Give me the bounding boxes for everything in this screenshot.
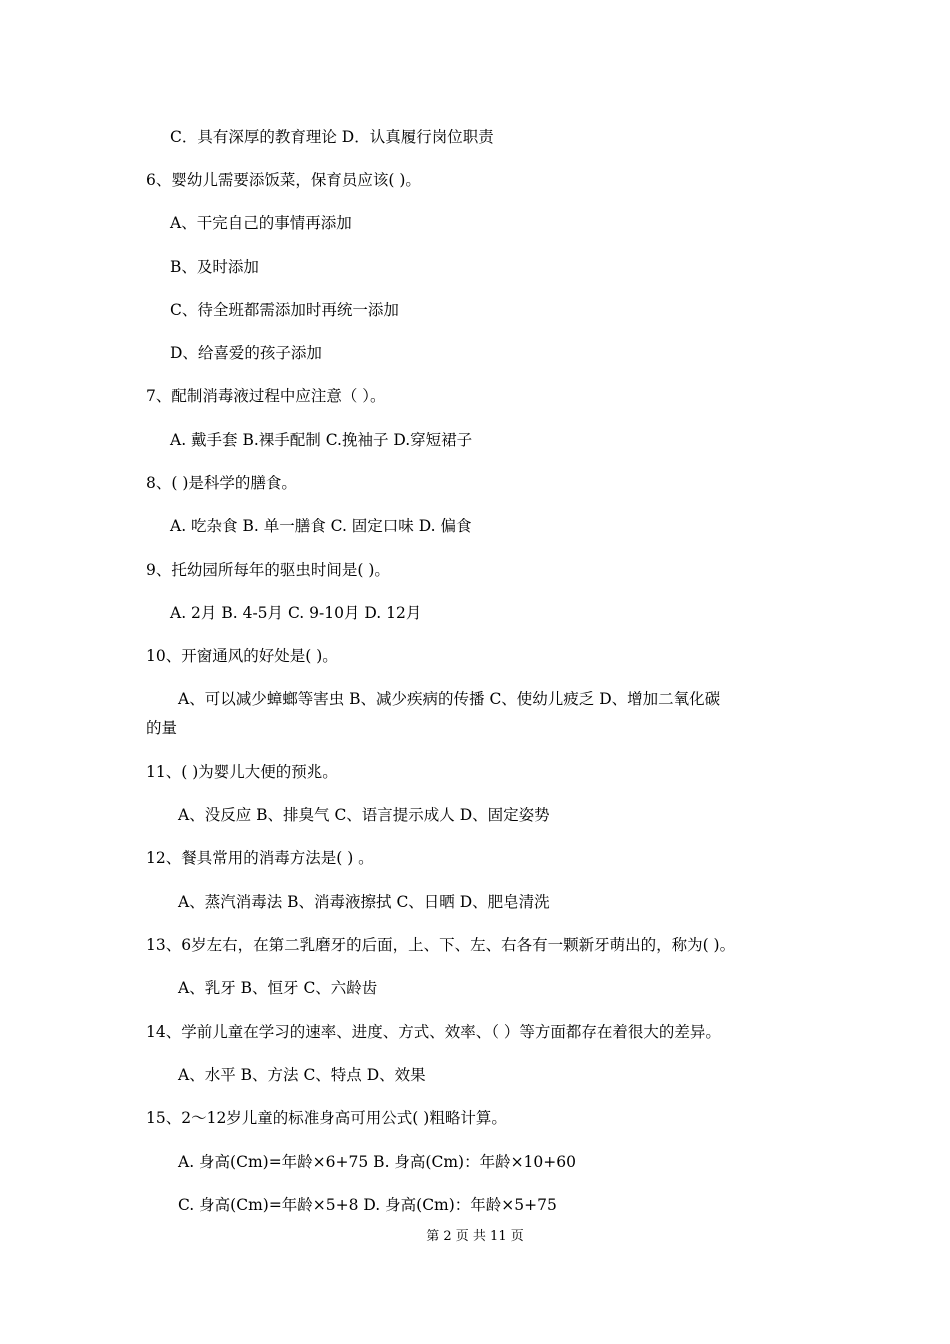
q15-options-ab: A. 身高(Cm)=年龄×6+75 B. 身高(Cm)：年龄×10+60 [178,1153,576,1171]
q8-options: A. 吃杂食 B. 单一膳食 C. 固定口味 D. 偏食 [170,517,472,535]
q15-options-cd: C. 身高(Cm)=年龄×5+8 D. 身高(Cm)：年龄×5+75 [178,1196,557,1214]
q13-question: 13、6岁左右，在第二乳磨牙的后面，上、下、左、右各有一颗新牙萌出的，称为( )。 [146,936,736,954]
q11-options: A、没反应 B、排臭气 C、语言提示成人 D、固定姿势 [178,806,550,824]
q14-question: 14、学前儿童在学习的速率、进度、方式、效率、（ ）等方面都存在着很大的差异。 [146,1023,721,1041]
q13-options: A、乳牙 B、恒牙 C、六龄齿 [178,979,378,997]
q6-option-b: B、及时添加 [170,258,259,276]
q7-options: A. 戴手套 B.裸手配制 C.挽袖子 D.穿短裙子 [170,431,473,449]
q10-options: A、可以减少蟑螂等害虫 B、减少疾病的传播 C、使幼儿疲乏 D、增加二氧化碳 [178,690,721,708]
q9-question: 9、托幼园所每年的驱虫时间是( )。 [146,561,390,579]
q6-option-c: C、待全班都需添加时再统一添加 [170,301,399,319]
q11-question: 11、( )为婴儿大便的预兆。 [146,763,338,781]
q5-options-cd: C．具有深厚的教育理论 D．认真履行岗位职责 [170,128,494,146]
q6-option-a: A、干完自己的事情再添加 [170,214,352,232]
q8-question: 8、( )是科学的膳食。 [146,474,297,492]
q12-options: A、蒸汽消毒法 B、消毒液擦拭 C、日晒 D、肥皂清洗 [178,893,550,911]
page-number-footer: 第 2 页 共 11 页 [426,1229,524,1244]
q6-option-d: D、给喜爱的孩子添加 [170,344,322,362]
q9-options: A. 2月 B. 4-5月 C. 9-10月 D. 12月 [170,604,422,622]
q12-question: 12、餐具常用的消毒方法是( ) 。 [146,849,374,867]
q14-options: A、水平 B、方法 C、特点 D、效果 [178,1066,426,1084]
q15-question: 15、2～12岁儿童的标准身高可用公式( )粗略计算。 [146,1109,507,1127]
q7-question: 7、配制消毒液过程中应注意（ ）。 [146,387,386,405]
q10-options-continued: 的量 [146,719,178,737]
q6-question: 6、婴幼儿需要添饭菜，保育员应该( )。 [146,171,421,189]
q10-question: 10、开窗通风的好处是( )。 [146,647,338,665]
